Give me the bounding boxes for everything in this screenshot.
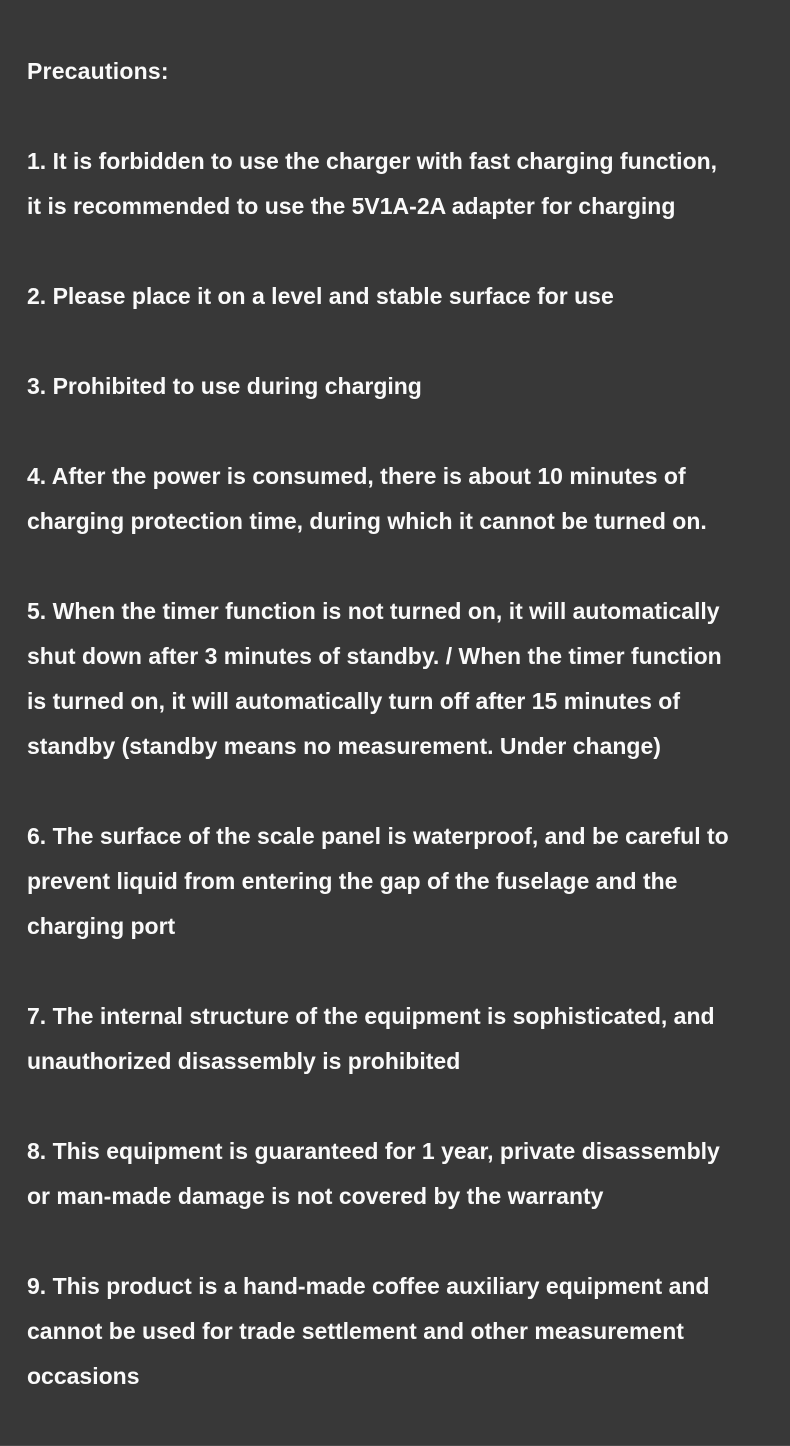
text-line: standby (standby means no measurement. Under change) bbox=[27, 733, 661, 759]
text-line: shut down after 3 minutes of standby. / When the timer function bbox=[27, 643, 722, 669]
text-line: charging protection time, during which it cannot be turned on. bbox=[27, 508, 707, 534]
precaution-item-5 bbox=[27, 589, 760, 769]
text-line: 8. This equipment is guaranteed for 1 year, private disassembly bbox=[27, 1138, 720, 1164]
text-line: 2. Please place it on a level and stable surface for use bbox=[27, 283, 614, 309]
precaution-item-6 bbox=[27, 814, 760, 949]
text-line: occasions bbox=[27, 1363, 140, 1389]
page-title bbox=[27, 49, 760, 94]
text-line: 9. This product is a hand-made coffee auxiliary equipment and bbox=[27, 1273, 710, 1299]
precaution-item-7 bbox=[27, 994, 760, 1084]
text-line: 7. The internal structure of the equipment is sophisticated, and bbox=[27, 1003, 715, 1029]
text-line: charging port bbox=[27, 913, 176, 939]
text-line: 6. The surface of the scale panel is waterproof, and be careful to bbox=[27, 823, 729, 849]
precaution-item-8 bbox=[27, 1129, 760, 1219]
precaution-item-2 bbox=[27, 274, 760, 319]
precaution-item-4 bbox=[27, 454, 760, 544]
text-line: cannot be used for trade settlement and other measurement bbox=[27, 1318, 684, 1344]
text-line: 5. When the timer function is not turned on, it will automatically bbox=[27, 598, 720, 624]
precaution-item-1 bbox=[27, 139, 760, 229]
text-line: is turned on, it will automatically turn off after 15 minutes of bbox=[27, 688, 681, 714]
text-line: it is recommended to use the 5V1A-2A adapter for charging bbox=[27, 193, 676, 219]
text-line: or man-made damage is not covered by the warranty bbox=[27, 1183, 604, 1209]
precaution-item-9 bbox=[27, 1264, 760, 1399]
precaution-item-3 bbox=[27, 364, 760, 409]
text-line: unauthorized disassembly is prohibited bbox=[27, 1048, 461, 1074]
text-line: 3. Prohibited to use during charging bbox=[27, 373, 422, 399]
page-title-text: Precautions: bbox=[27, 58, 169, 84]
text-line: prevent liquid from entering the gap of the fuselage and the bbox=[27, 868, 678, 894]
text-line: 4. After the power is consumed, there is about 10 minutes of bbox=[27, 463, 686, 489]
text-line: 1. It is forbidden to use the charger with fast charging function, bbox=[27, 148, 718, 174]
